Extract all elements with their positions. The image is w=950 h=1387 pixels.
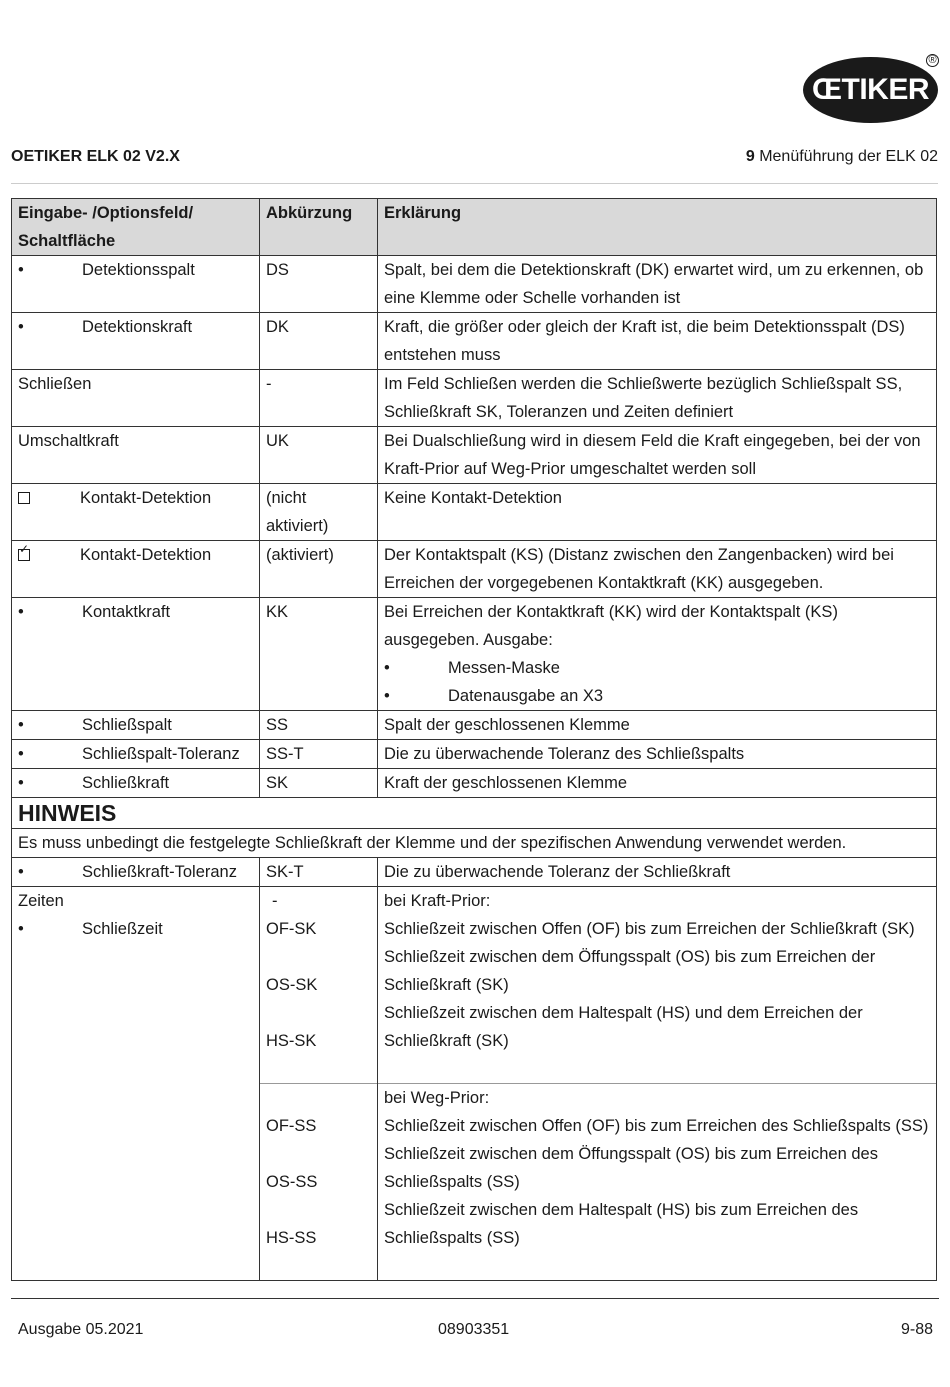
table-row: • Schließspalt-Toleranz SS-T Die zu überwachende Toleranz des Schließspalts xyxy=(12,740,937,769)
bullet: • xyxy=(18,745,24,763)
zeiten-kraft-expl: bei Kraft-Prior: Schließzeit zwischen Offen (OF) bis zum Erreichen der Schließkraft (SK) Schließzeit zwischen dem Öffungsspalt (OS) bis zum Erreichen der Schließkraft (SK) Schließzeit zwischen dem Haltespalt (HS) und dem Erreichen der Schließkraft (SK) xyxy=(378,887,937,1084)
checkbox-checked-icon xyxy=(18,549,30,561)
footer-edition: Ausgabe 05.2021 xyxy=(18,1321,144,1338)
footer-divider xyxy=(11,1298,939,1299)
table-row: • Schließkraft SK Kraft der geschlossenen Klemme xyxy=(12,769,937,798)
table-row: • Detektionsspalt DS Spalt, bei dem die Detektionskraft (DK) erwartet wird, um zu erkennen, ob eine Klemme oder Schelle vorhanden ist xyxy=(12,256,937,313)
oetiker-logo: ŒTIKER xyxy=(803,57,938,123)
list-item: • Datenausgabe an X3 xyxy=(384,687,604,705)
hinweis-text: Es muss unbedingt die festgelegte Schließkraft der Klemme und der spezifischen Anwendung verwendet werden. xyxy=(12,829,937,858)
zeiten-kraft-abbr: - OF-SK OS-SK HS-SK xyxy=(260,887,378,1084)
hinweis-title: HINWEIS xyxy=(12,798,937,829)
zeiten-field: Zeiten • Schließzeit xyxy=(12,887,260,1281)
bullet: • xyxy=(18,863,24,881)
hinweis-text-row xyxy=(12,829,937,858)
table-header xyxy=(12,199,937,256)
doc-title: OETIKER ELK 02 V2.X xyxy=(11,148,180,165)
table-row: Kontakt-Detektion (nicht aktiviert) Keine Kontakt-Detektion xyxy=(12,484,937,541)
table-row: Umschaltkraft UK Bei Dualschließung wird in diesem Feld die Kraft eingegeben, bei der von Kraft-Prior auf Weg-Prior umgeschaltet werden soll xyxy=(12,427,937,484)
table-row: ✓Kontakt-Detektion (aktiviert) Der Kontaktspalt (KS) (Distanz zwischen den Zangenbacken) wird bei Erreichen der vorgegebenen Kontaktkraft (KK) ausgegeben. xyxy=(12,541,937,598)
col-header-field: Eingabe- /Optionsfeld/ Schaltfläche xyxy=(12,199,260,256)
hinweis-title-row xyxy=(12,798,937,829)
footer-page: 9-88 xyxy=(900,1321,933,1338)
section-title: 9 Menüführung der ELK 02 xyxy=(745,148,938,165)
col-header-expl: Erklärung xyxy=(378,199,937,256)
zeiten-weg-expl: bei Weg-Prior: Schließzeit zwischen Offen (OF) bis zum Erreichen des Schließspalts (SS) Schließzeit zwischen dem Öffungsspalt (OS) bis zum Erreichen des Schließspalts (SS) Schließzeit zwischen dem Haltespalt (HS) bis zum Erreichen des Schließspalts (SS) xyxy=(378,1084,937,1281)
bullet: • xyxy=(18,603,24,621)
table-row: • Schließkraft-Toleranz SK-T Die zu überwachende Toleranz der Schließkraft xyxy=(12,858,937,887)
zeiten-weg-abbr: OF-SS OS-SS HS-SS xyxy=(260,1084,378,1281)
checkbox-unchecked-icon xyxy=(18,492,30,504)
table-row: Schließen - Im Feld Schließen werden die Schließwerte bezüglich Schließspalt SS, Schließkraft SK, Toleranzen und Zeiten definiert xyxy=(12,370,937,427)
bullet: • xyxy=(18,318,24,336)
menu-table xyxy=(11,198,937,1281)
registered-mark: ® xyxy=(926,54,939,67)
bullet: • xyxy=(18,716,24,734)
footer-docnum: 08903351 xyxy=(438,1321,510,1338)
col-header-abbr: Abkürzung xyxy=(260,199,378,256)
table-row: • Schließspalt SS Spalt der geschlossenen Klemme xyxy=(12,711,937,740)
table-row: • Detektionskraft DK Kraft, die größer oder gleich der Kraft ist, die beim Detektionsspalt (DS) entstehen muss xyxy=(12,313,937,370)
list-item: • Messen-Maske xyxy=(384,659,560,677)
zeiten-row-kraft xyxy=(12,887,937,1084)
table-row: • Kontaktkraft KK Bei Erreichen der Kontaktkraft (KK) wird der Kontaktspalt (KS) ausgegeben. Ausgabe: • Messen-Maske • Datenausgabe an X3 xyxy=(12,598,937,711)
bullet: • xyxy=(18,261,24,279)
bullet: • xyxy=(18,774,24,792)
header-divider xyxy=(11,183,938,184)
